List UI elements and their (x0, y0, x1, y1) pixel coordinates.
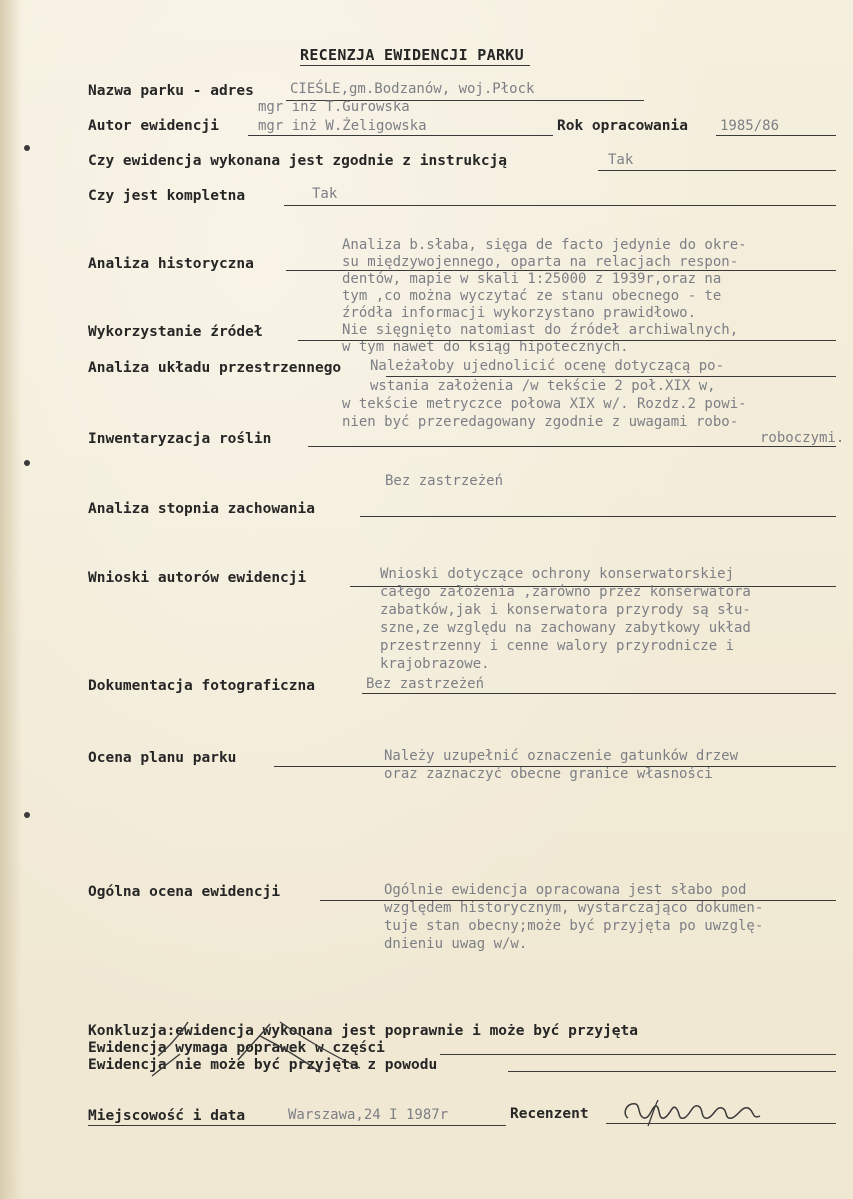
conclusions-comment-2: całego założenia ,zarówno przez konserwatora (380, 584, 751, 600)
rejected-line (508, 1071, 836, 1072)
sources-label: Wykorzystanie źródeł (88, 324, 263, 340)
sources-line (298, 340, 836, 341)
year-line (716, 135, 836, 136)
park-name-value: CIEŚLE,gm.Bodzanów, woj.Płock (290, 81, 535, 97)
preservation-value: Bez zastrzeżeń (385, 473, 504, 489)
historical-comment-6: Nie sięgnięto natomiast do źródeł archiwalnych, (342, 322, 739, 338)
punch-hole (24, 145, 30, 151)
instruction-label: Czy ewidencja wykonana jest zgodnie z instrukcją (88, 153, 508, 169)
spatial-comment-5: roboczymi. (760, 430, 845, 446)
year-label: Rok opracowania (557, 118, 688, 134)
spatial-line (386, 376, 836, 377)
park-name-label: Nazwa parku - adres (88, 83, 254, 99)
year-value: 1985/86 (720, 118, 780, 134)
overall-comment-3: tuje stan obecny;może być przyjęta po uwzglę- (384, 918, 764, 934)
corrections-line (440, 1054, 836, 1055)
place-date-value: Warszawa,24 I 1987r (288, 1107, 449, 1123)
overall-label: Ogólna ocena ewidencji (88, 884, 281, 900)
plants-line (308, 446, 836, 447)
overall-comment-4: dnieniu uwag w/w. (384, 936, 528, 952)
conclusions-comment-1: Wnioski dotyczące ochrony konserwatorskiej (380, 566, 735, 582)
plants-label: Inwentaryzacja roślin (88, 431, 272, 447)
reviewer-label: Recenzent (510, 1106, 589, 1122)
conclusions-comment-4: szne,ze względu na zachowany zabytkowy układ (380, 620, 751, 636)
conclusion-option-corrections: Ewidencja wymaga poprawek w części (88, 1040, 385, 1056)
historical-label: Analiza historyczna (88, 256, 254, 272)
document-title: RECENZJA EWIDENCJI PARKU (300, 46, 524, 64)
spatial-comment-4: nien być przeredagowany zgodnie z uwagami robo- (342, 414, 739, 430)
plan-comment-2: oraz zaznaczyć obecne granice własności (384, 766, 713, 782)
conclusions-comment-5: przestrzenny i cenne walory przyrodnicze i (380, 638, 735, 654)
handwritten-strikethrough (150, 1016, 400, 1081)
conclusion-option-accepted: Konkluzja:ewidencja wykonana jest poprawnie i może być przyjęta (88, 1023, 638, 1039)
photo-line (362, 693, 836, 694)
complete-value: Tak (312, 186, 338, 202)
punch-hole (24, 460, 30, 466)
complete-label: Czy jest kompletna (88, 188, 246, 204)
reviewer-signature (618, 1092, 778, 1132)
spatial-comment-2: wstania założenia /w tekście 2 poł.XIX w, (370, 378, 716, 394)
overall-comment-1: Ogólnie ewidencja opracowana jest słabo pod (384, 882, 747, 898)
conclusions-comment-6: krajobrazowe. (380, 656, 490, 672)
author-label: Autor ewidencji (88, 118, 219, 134)
historical-comment-1: Analiza b.słaba, sięga de facto jedynie do okre- (342, 237, 747, 253)
preservation-label: Analiza stopnia zachowania (88, 501, 315, 517)
author-value-2: mgr inż W.Żeligowska (258, 118, 427, 134)
paper-edge (0, 0, 22, 1199)
instruction-line (598, 170, 836, 171)
conclusions-label: Wnioski autorów ewidencji (88, 570, 307, 586)
instruction-value: Tak (608, 152, 634, 168)
author-line (248, 135, 553, 136)
place-date-label: Miejscowość i data (88, 1108, 246, 1124)
place-date-line (88, 1125, 506, 1126)
historical-comment-7: w tym nawet do ksiąg hipotecznych. (342, 339, 629, 355)
title-underline (300, 65, 530, 66)
photo-label: Dokumentacja fotograficzna (88, 678, 315, 694)
spatial-comment-3: w tekście metryczce połowa XIX w/. Rozdz.2 powi- (342, 396, 747, 412)
preservation-line (360, 516, 836, 517)
historical-comment-3: dentów, mapie w skali 1:25000 z 1939r,oraz na (342, 271, 722, 287)
spatial-label: Analiza układu przestrzennego (88, 360, 342, 376)
historical-comment-4: tym ,co można wyczytać ze stanu obecnego - te (342, 288, 722, 304)
overall-comment-2: względem historycznym, wystarczająco dokumen- (384, 900, 764, 916)
historical-line (286, 270, 836, 271)
spatial-comment-1: Należałoby ujednolicić ocenę dotyczącą po- (370, 358, 725, 374)
punch-hole (24, 812, 30, 818)
conclusions-comment-3: zabatków,jak i konserwatora przyrody są słu- (380, 602, 751, 618)
photo-value: Bez zastrzeżeń (366, 676, 485, 692)
complete-line (284, 205, 836, 206)
historical-comment-2: su międzywojennego, oparta na relacjach respon- (342, 254, 739, 270)
plan-label: Ocena planu parku (88, 750, 237, 766)
conclusion-option-rejected: Ewidencja nie może być przyjęta z powodu (88, 1057, 438, 1073)
author-value-1: mgr inż T.Gurowska (258, 99, 410, 115)
historical-comment-5: źródła informacji wykorzystano prawidłowo. (342, 305, 697, 321)
plan-comment-1: Należy uzupełnić oznaczenie gatunków drzew (384, 748, 739, 764)
